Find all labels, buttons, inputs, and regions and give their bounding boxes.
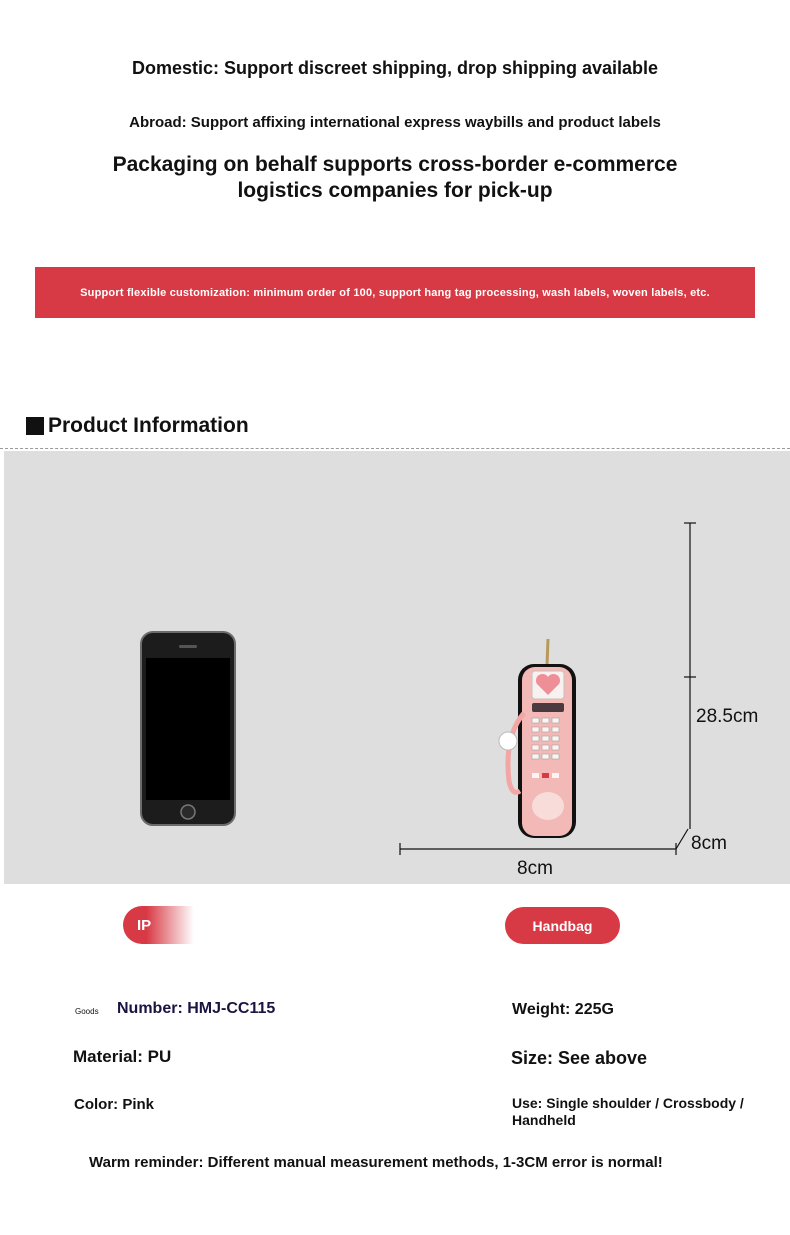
product-photo xyxy=(4,451,790,884)
handbag-label-pill xyxy=(505,907,620,944)
customization-banner xyxy=(35,267,755,318)
smartphone-icon xyxy=(141,632,235,825)
color-spec: Color: Pink xyxy=(74,1096,155,1113)
measurement-reminder: Warm reminder: Different manual measurement methods, 1-3CM error is normal! xyxy=(89,1154,663,1171)
weight-spec: Weight: 225G xyxy=(512,1001,614,1018)
depth-measurement: 8cm xyxy=(691,833,727,854)
section-title-text: Product Information xyxy=(48,414,249,437)
shipping-domestic-text: Domestic: Support discreet shipping, drop shipping available xyxy=(131,58,659,78)
square-bullet-icon xyxy=(26,417,44,435)
goods-prefix-text: Goods xyxy=(75,1007,99,1016)
shipping-packaging-label: Packaging on behalf supports cross-border e-commerce logistics companies for pick-up xyxy=(112,153,678,202)
product-illustration xyxy=(4,451,790,884)
section-divider xyxy=(0,448,790,449)
shipping-abroad-text: Abroad: Support affixing international express waybills and product labels xyxy=(129,114,661,131)
phone-label-text: IP xyxy=(137,916,152,934)
use-spec: Use: Single shoulder / Crossbody / Handheld xyxy=(512,1095,744,1128)
material-spec: Material: PU xyxy=(73,1047,172,1066)
shipping-packaging-text xyxy=(0,152,790,204)
size-spec: Size: See above xyxy=(511,1048,648,1068)
customization-banner-text: Support flexible customization: minimum order of 100, support hang tag processing, wash labels, woven labels, etc. xyxy=(80,286,710,299)
handbag-image xyxy=(499,639,576,838)
width-measurement: 8cm xyxy=(517,858,553,879)
handbag-label-text: Handbag xyxy=(532,917,593,934)
phone-label-pill xyxy=(123,906,241,944)
height-measurement: 28.5cm xyxy=(696,706,759,727)
goods-number: Number: HMJ-CC115 xyxy=(117,1000,276,1017)
section-title xyxy=(26,414,249,438)
